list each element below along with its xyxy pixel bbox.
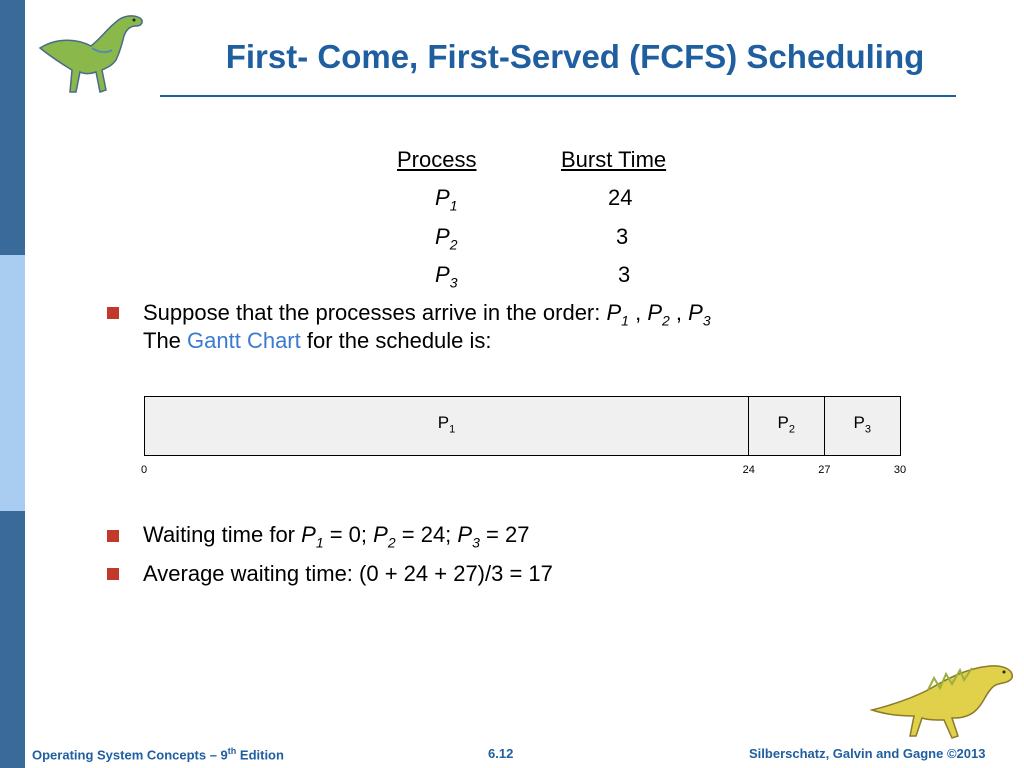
burst-value: 3 — [618, 262, 631, 287]
process-header: Process — [397, 147, 477, 172]
gantt-segment-label: P — [853, 413, 865, 432]
process-name: $P_1$ — [435, 185, 458, 214]
gantt-chart-term: Gantt Chart — [187, 328, 301, 353]
gantt-tick-label: 24 — [742, 464, 755, 476]
dinosaur-icon — [36, 8, 156, 98]
burst-value: 3 — [616, 224, 629, 249]
slide-title: First- Come, First-Served (FCFS) Scheduling — [225, 38, 925, 75]
gantt-segment-label: P — [437, 413, 450, 432]
gantt-segment-label: P — [777, 413, 789, 432]
sidebar-band-bottom — [0, 511, 25, 768]
sidebar-band-middle — [0, 255, 25, 511]
footer-edition: Operating System Concepts – 9th Edition — [32, 746, 284, 763]
arrival-order-text: Suppose that the processes arrive in the order: $P_1$ , $P_2$ , $P_3$ — [143, 300, 711, 329]
gantt-segment — [825, 397, 901, 455]
gantt-segment-subscript: 3 — [864, 423, 871, 436]
left-sidebar — [0, 0, 25, 768]
average-waiting-text: Average waiting time: (0 + 24 + 27)/3 = 17 — [143, 561, 553, 586]
gantt-segment — [749, 397, 825, 455]
gantt-intro-text: The Gantt Chart for the schedule is: — [143, 328, 492, 353]
waiting-time-text: Waiting time for $P_1 = 0$; $P_2 = 24$; $P_3 = 27$ — [143, 522, 530, 551]
gantt-segment-subscript: 1 — [449, 423, 456, 436]
bullet-marker — [107, 530, 119, 542]
gantt-tick-label: 0 — [140, 464, 148, 476]
dinosaur-icon — [868, 660, 1018, 740]
burst-value: 24 — [608, 185, 633, 210]
slide-number: 6.12 — [488, 746, 514, 761]
sidebar-band-top — [0, 0, 25, 255]
gantt-chart — [144, 396, 901, 456]
burst-time-header: Burst Time — [561, 147, 667, 172]
gantt-segment-subscript: 2 — [788, 423, 795, 436]
process-name: $P_2$ — [435, 224, 458, 253]
title-rule — [160, 95, 956, 97]
gantt-tick-label: 27 — [818, 464, 831, 476]
bullet-marker — [107, 568, 119, 580]
bullet-marker — [107, 307, 119, 319]
gantt-segment — [145, 397, 749, 455]
footer-copyright: Silberschatz, Galvin and Gagne ©2013 — [749, 746, 986, 761]
gantt-tick-label: 30 — [893, 464, 907, 476]
process-name: $P_3$ — [435, 262, 458, 291]
